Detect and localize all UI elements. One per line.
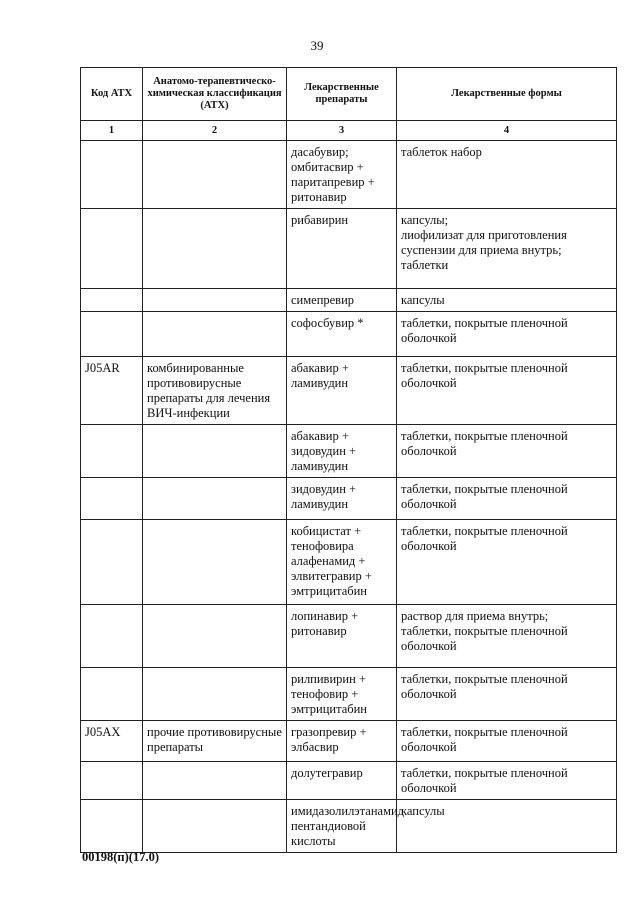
page-number: 39 bbox=[310, 38, 324, 53]
forms-cell: таблетки, покрытые пленочной оболочкой bbox=[397, 762, 617, 800]
table-row bbox=[81, 605, 617, 668]
table-row bbox=[81, 668, 617, 721]
drug-cell: гразопревир + элбасвир bbox=[287, 721, 397, 762]
atx-code-cell bbox=[81, 520, 143, 605]
atx-code-cell bbox=[81, 312, 143, 357]
forms-cell: таблеток набор bbox=[397, 141, 617, 209]
table-row bbox=[81, 520, 617, 605]
classification-cell bbox=[143, 289, 287, 312]
atx-code-cell bbox=[81, 668, 143, 721]
forms-cell: таблетки, покрытые пленочной оболочкой bbox=[397, 520, 617, 605]
table-row bbox=[81, 289, 617, 312]
classification-cell bbox=[143, 800, 287, 853]
classification-cell bbox=[143, 425, 287, 478]
forms-cell: таблетки, покрытые пленочной оболочкой bbox=[397, 357, 617, 425]
drug-cell: имидазолилэтанамид пентандиовой кислоты bbox=[287, 800, 397, 853]
drug-cell: софосбувир * bbox=[287, 312, 397, 357]
drug-cell: абакавир + ламивудин bbox=[287, 357, 397, 425]
atx-code-cell bbox=[81, 425, 143, 478]
drug-cell: лопинавир + ритонавир bbox=[287, 605, 397, 668]
classification-cell bbox=[143, 312, 287, 357]
drug-cell: симепревир bbox=[287, 289, 397, 312]
forms-cell: таблетки, покрытые пленочной оболочкой bbox=[397, 668, 617, 721]
atx-code-cell bbox=[81, 800, 143, 853]
header-forms: Лекарственные формы bbox=[397, 68, 617, 121]
table-row bbox=[81, 141, 617, 209]
table-row bbox=[81, 478, 617, 520]
document-code: 00198(п)(17.0) bbox=[82, 850, 159, 864]
classification-cell: прочие противовирусные препараты bbox=[143, 721, 287, 762]
forms-cell: капсулы bbox=[397, 800, 617, 853]
header-classification: Анатомо-терапевтическо-химическая классификация (АТХ) bbox=[143, 68, 287, 121]
classification-cell bbox=[143, 605, 287, 668]
forms-cell: таблетки, покрытые пленочной оболочкой bbox=[397, 721, 617, 762]
column-number-row bbox=[81, 121, 617, 141]
forms-cell: раствор для приема внутрь; таблетки, покрытые пленочной оболочкой bbox=[397, 605, 617, 668]
atx-code-cell: J05AR bbox=[81, 357, 143, 425]
drug-cell: рибавирин bbox=[287, 209, 397, 289]
table-row bbox=[81, 425, 617, 478]
classification-cell bbox=[143, 762, 287, 800]
drug-cell: кобицистат + тенофовира алафенамид + элвитегравир + эмтрицитабин bbox=[287, 520, 397, 605]
table-row bbox=[81, 209, 617, 289]
drug-cell: абакавир + зидовудин + ламивудин bbox=[287, 425, 397, 478]
forms-cell: таблетки, покрытые пленочной оболочкой bbox=[397, 425, 617, 478]
atx-code-cell bbox=[81, 209, 143, 289]
drug-cell: долутегравир bbox=[287, 762, 397, 800]
classification-cell bbox=[143, 141, 287, 209]
atx-table bbox=[80, 67, 617, 853]
column-number: 2 bbox=[143, 121, 287, 141]
header-code: Код АТХ bbox=[81, 68, 143, 121]
header-drugs: Лекарственные препараты bbox=[287, 68, 397, 121]
atx-code-cell: J05AX bbox=[81, 721, 143, 762]
classification-cell: комбинированные противовирусные препараты для лечения ВИЧ-инфекции bbox=[143, 357, 287, 425]
atx-code-cell bbox=[81, 605, 143, 668]
classification-cell bbox=[143, 520, 287, 605]
forms-cell: таблетки, покрытые пленочной оболочкой bbox=[397, 312, 617, 357]
column-number: 3 bbox=[287, 121, 397, 141]
classification-cell bbox=[143, 478, 287, 520]
forms-cell: капсулы; лиофилизат для приготовления суспензии для приема внутрь; таблетки bbox=[397, 209, 617, 289]
column-number: 4 bbox=[397, 121, 617, 141]
atx-code-cell bbox=[81, 141, 143, 209]
atx-code-cell bbox=[81, 289, 143, 312]
table-row bbox=[81, 800, 617, 853]
drug-cell: дасабувир; омбитасвир + паритапревир + ритонавир bbox=[287, 141, 397, 209]
drug-cell: зидовудин + ламивудин bbox=[287, 478, 397, 520]
table-header-row bbox=[81, 68, 617, 121]
table-row bbox=[81, 721, 617, 762]
forms-cell: таблетки, покрытые пленочной оболочкой bbox=[397, 478, 617, 520]
table-row bbox=[81, 762, 617, 800]
classification-cell bbox=[143, 668, 287, 721]
table-row bbox=[81, 357, 617, 425]
column-number: 1 bbox=[81, 121, 143, 141]
forms-cell: капсулы bbox=[397, 289, 617, 312]
atx-code-cell bbox=[81, 762, 143, 800]
table-row bbox=[81, 312, 617, 357]
drug-cell: рилпивирин + тенофовир + эмтрицитабин bbox=[287, 668, 397, 721]
atx-code-cell bbox=[81, 478, 143, 520]
classification-cell bbox=[143, 209, 287, 289]
